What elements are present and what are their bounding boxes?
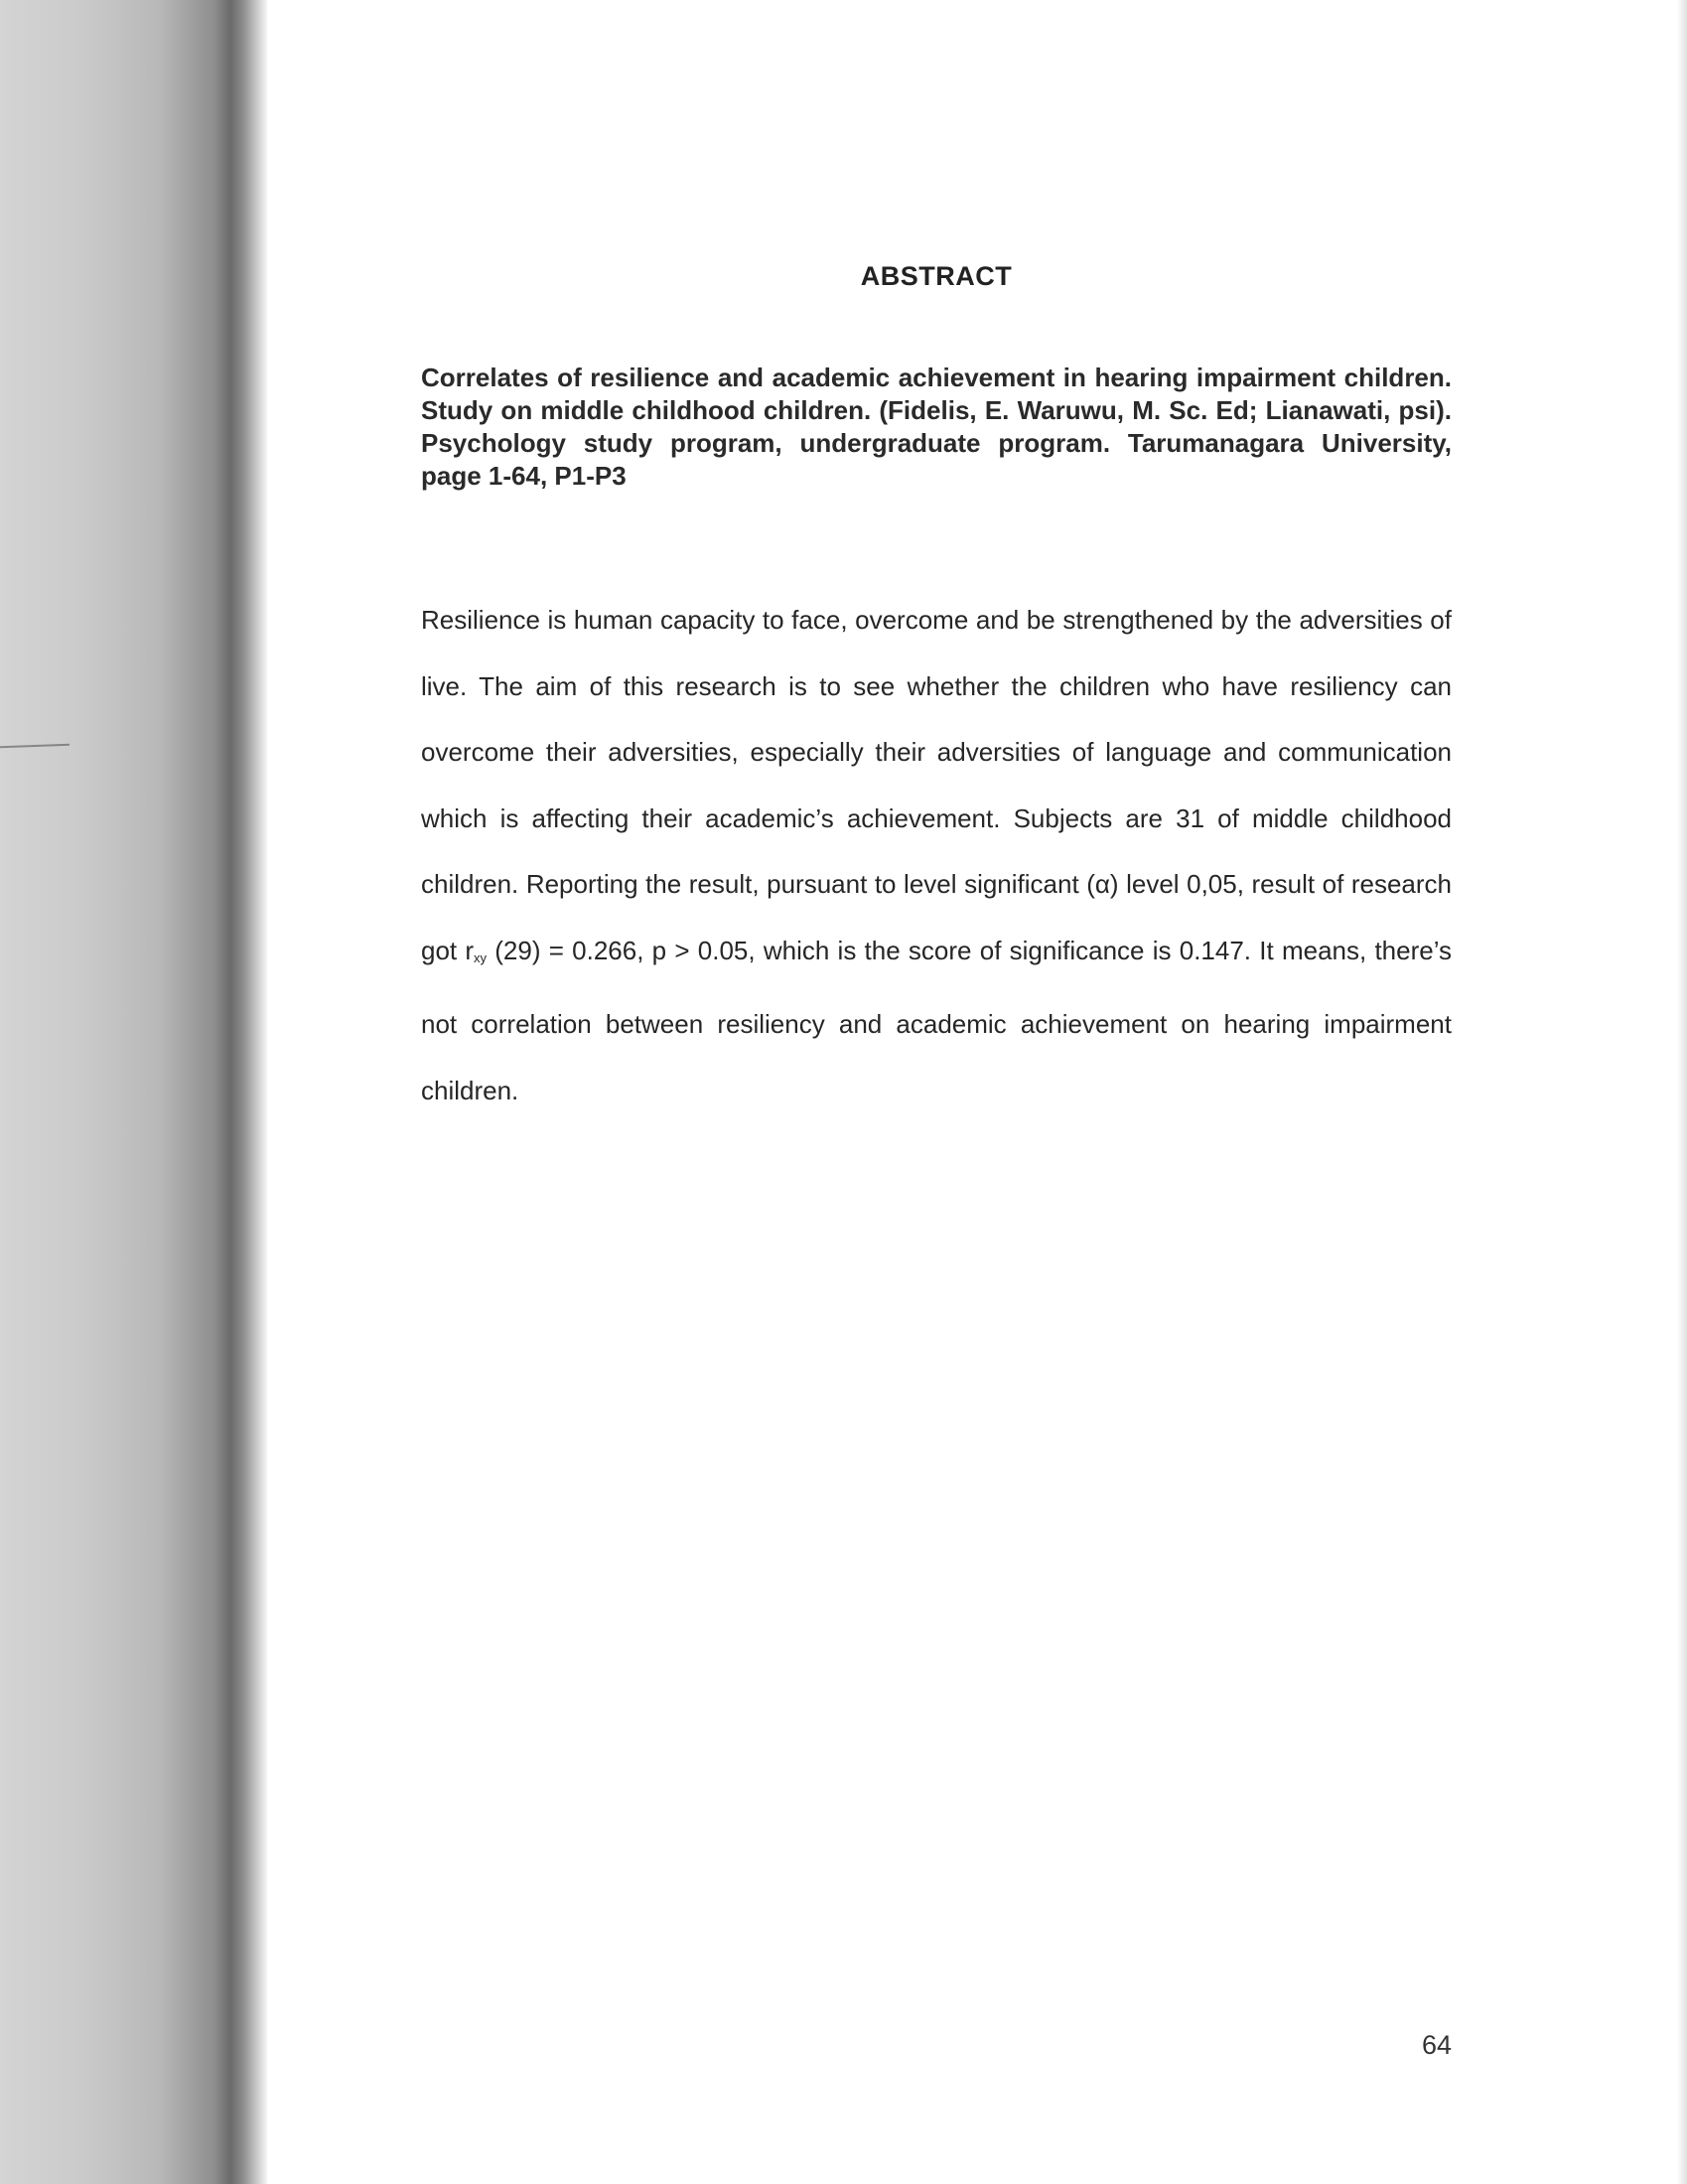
abstract-body-part2: (29) = 0.266, p > 0.05, which is the score of significance is 0.147. It means, there’s not correlation between resiliency and academic achievement on hearing impairment children. bbox=[421, 935, 1453, 1105]
correlation-subscript: xy bbox=[474, 949, 488, 965]
page-right-edge bbox=[1677, 0, 1687, 2184]
abstract-body-part1: Resilience is human capacity to face, overcome and be strengthened by the adversities of live. The aim of this research is to see whether the children who have resiliency can overcome their adversities, especially their adversities of language and communication which is affecting their academic’s achievement. Subjects are 31 of middle childhood children. Reporting the result, pursuant to level significant (α) level 0,05, result of research got r bbox=[421, 605, 1452, 965]
abstract-heading: ABSTRACT bbox=[860, 261, 1013, 291]
abstract-body bbox=[421, 587, 1452, 1123]
page-content bbox=[421, 0, 1452, 2184]
page-number: 64 bbox=[1421, 2030, 1452, 2060]
binding-shadow bbox=[0, 0, 268, 2184]
citation: Correlates of resilience and academic achievement in hearing impairment children. Study on middle childhood children. (Fidelis, E. Waruwu, M. Sc. Ed; Lianawati, psi). Psychology study program, undergraduate program. Tarumanagara University, page 1-64, P1-P3 bbox=[421, 363, 1452, 491]
